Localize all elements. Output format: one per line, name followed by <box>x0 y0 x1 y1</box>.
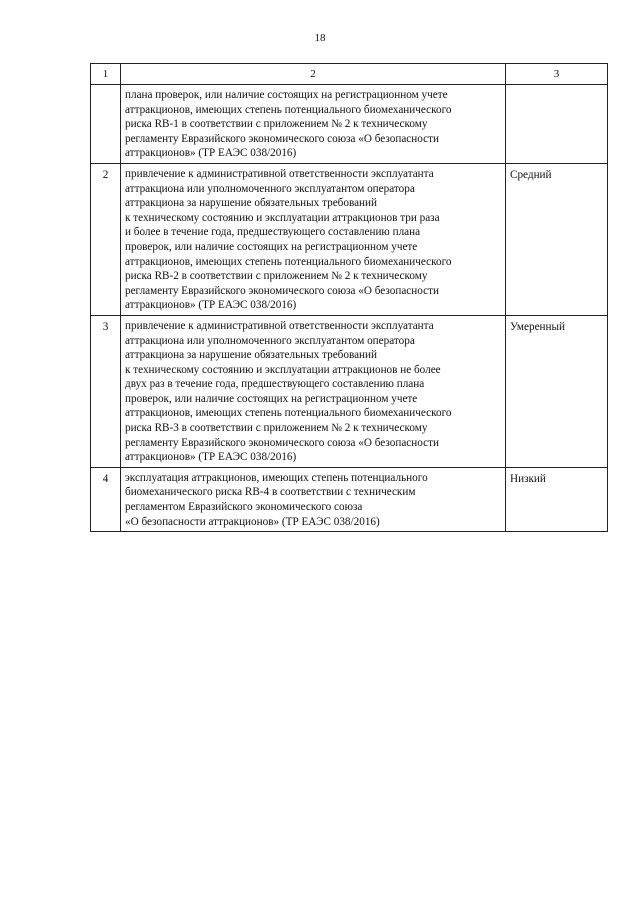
criterion-text-line: аттракциона за нарушение обязательных требований <box>125 197 378 210</box>
criterion-text-line: эксплуатация аттракционов, имеющих степень потенциального <box>125 471 428 484</box>
criterion-text-line: регламенту Евразийского экономического союза «О безопасности <box>125 284 439 297</box>
criterion-text-line: к техническому состоянию и эксплуатации аттракционов три раза <box>125 211 440 224</box>
risk-level <box>506 85 608 164</box>
criterion-text-line: аттракциона за нарушение обязательных требований <box>125 349 378 362</box>
criterion-text-line: проверок, или наличие состоящих на регистрационном учете <box>125 240 418 253</box>
criterion-text-line: регламенту Евразийского экономического союза «О безопасности <box>125 132 439 145</box>
criterion-text-line: аттракциона или уполномоченного эксплуатантом оператора <box>125 182 415 195</box>
criterion-text-line: аттракционов, имеющих степень потенциального биомеханического <box>125 407 452 420</box>
risk-level: Средний <box>506 163 608 315</box>
criterion-text-line: риска RB-3 в соответствии с приложением № 2 к техническому <box>125 422 428 435</box>
criterion-text-line: аттракционов, имеющих степень потенциального биомеханического <box>125 255 452 268</box>
column-header-1: 1 <box>91 64 121 85</box>
criterion-text <box>121 85 506 164</box>
table-header-row <box>91 64 608 85</box>
row-number: 3 <box>91 315 121 467</box>
table-body <box>91 85 608 532</box>
criterion-text-line: двух раз в течение года, предшествующего составлению плана <box>125 378 425 391</box>
criterion-text-line: регламенту Евразийского экономического союза «О безопасности <box>125 436 439 449</box>
risk-level: Умеренный <box>506 315 608 467</box>
criterion-text-line: аттракционов» (ТР ЕАЭС 038/2016) <box>125 299 297 312</box>
table-row <box>91 467 608 531</box>
criterion-text-line: и более в течение года, предшествующего составлению плана <box>125 226 421 239</box>
table-row <box>91 315 608 467</box>
criterion-text-line: риска RB-2 в соответствии с приложением № 2 к техническому <box>125 270 428 283</box>
criterion-text-line: привлечение к административной ответственности эксплуатанта <box>125 319 434 332</box>
row-number: 4 <box>91 467 121 531</box>
criterion-text-line: проверок, или наличие состоящих на регистрационном учете <box>125 392 418 405</box>
criterion-text-line: к техническому состоянию и эксплуатации аттракционов не более <box>125 363 441 376</box>
criterion-text-line: биомеханического риска RB-4 в соответствии с техническим <box>125 486 416 499</box>
criterion-text <box>121 163 506 315</box>
column-header-3: 3 <box>506 64 608 85</box>
criterion-text-line: плана проверок, или наличие состоящих на регистрационном учете <box>125 89 448 101</box>
criterion-text-line: регламентом Евразийского экономического союза <box>125 501 363 514</box>
criterion-text-line: аттракциона или уполномоченного эксплуатантом оператора <box>125 334 415 347</box>
criterion-text-line: привлечение к административной ответственности эксплуатанта <box>125 167 434 180</box>
row-number: 2 <box>91 163 121 315</box>
table-row <box>91 85 608 164</box>
criterion-text <box>121 315 506 467</box>
criterion-text-line: риска RB-1 в соответствии с приложением № 2 к техническому <box>125 118 428 131</box>
risk-category-table <box>90 63 608 532</box>
criterion-text-line: аттракционов» (ТР ЕАЭС 038/2016) <box>125 451 297 464</box>
criterion-text-line: «О безопасности аттракционов» (ТР ЕАЭС 038/2016) <box>125 515 380 528</box>
criterion-text-line: аттракционов, имеющих степень потенциального биомеханического <box>125 103 452 116</box>
criterion-text <box>121 467 506 531</box>
column-header-2: 2 <box>121 64 506 85</box>
table-row <box>91 163 608 315</box>
row-number <box>91 85 121 164</box>
page-number: 18 <box>314 32 326 44</box>
risk-level: Низкий <box>506 467 608 531</box>
criterion-text-line: аттракционов» (ТР ЕАЭС 038/2016) <box>125 147 297 160</box>
